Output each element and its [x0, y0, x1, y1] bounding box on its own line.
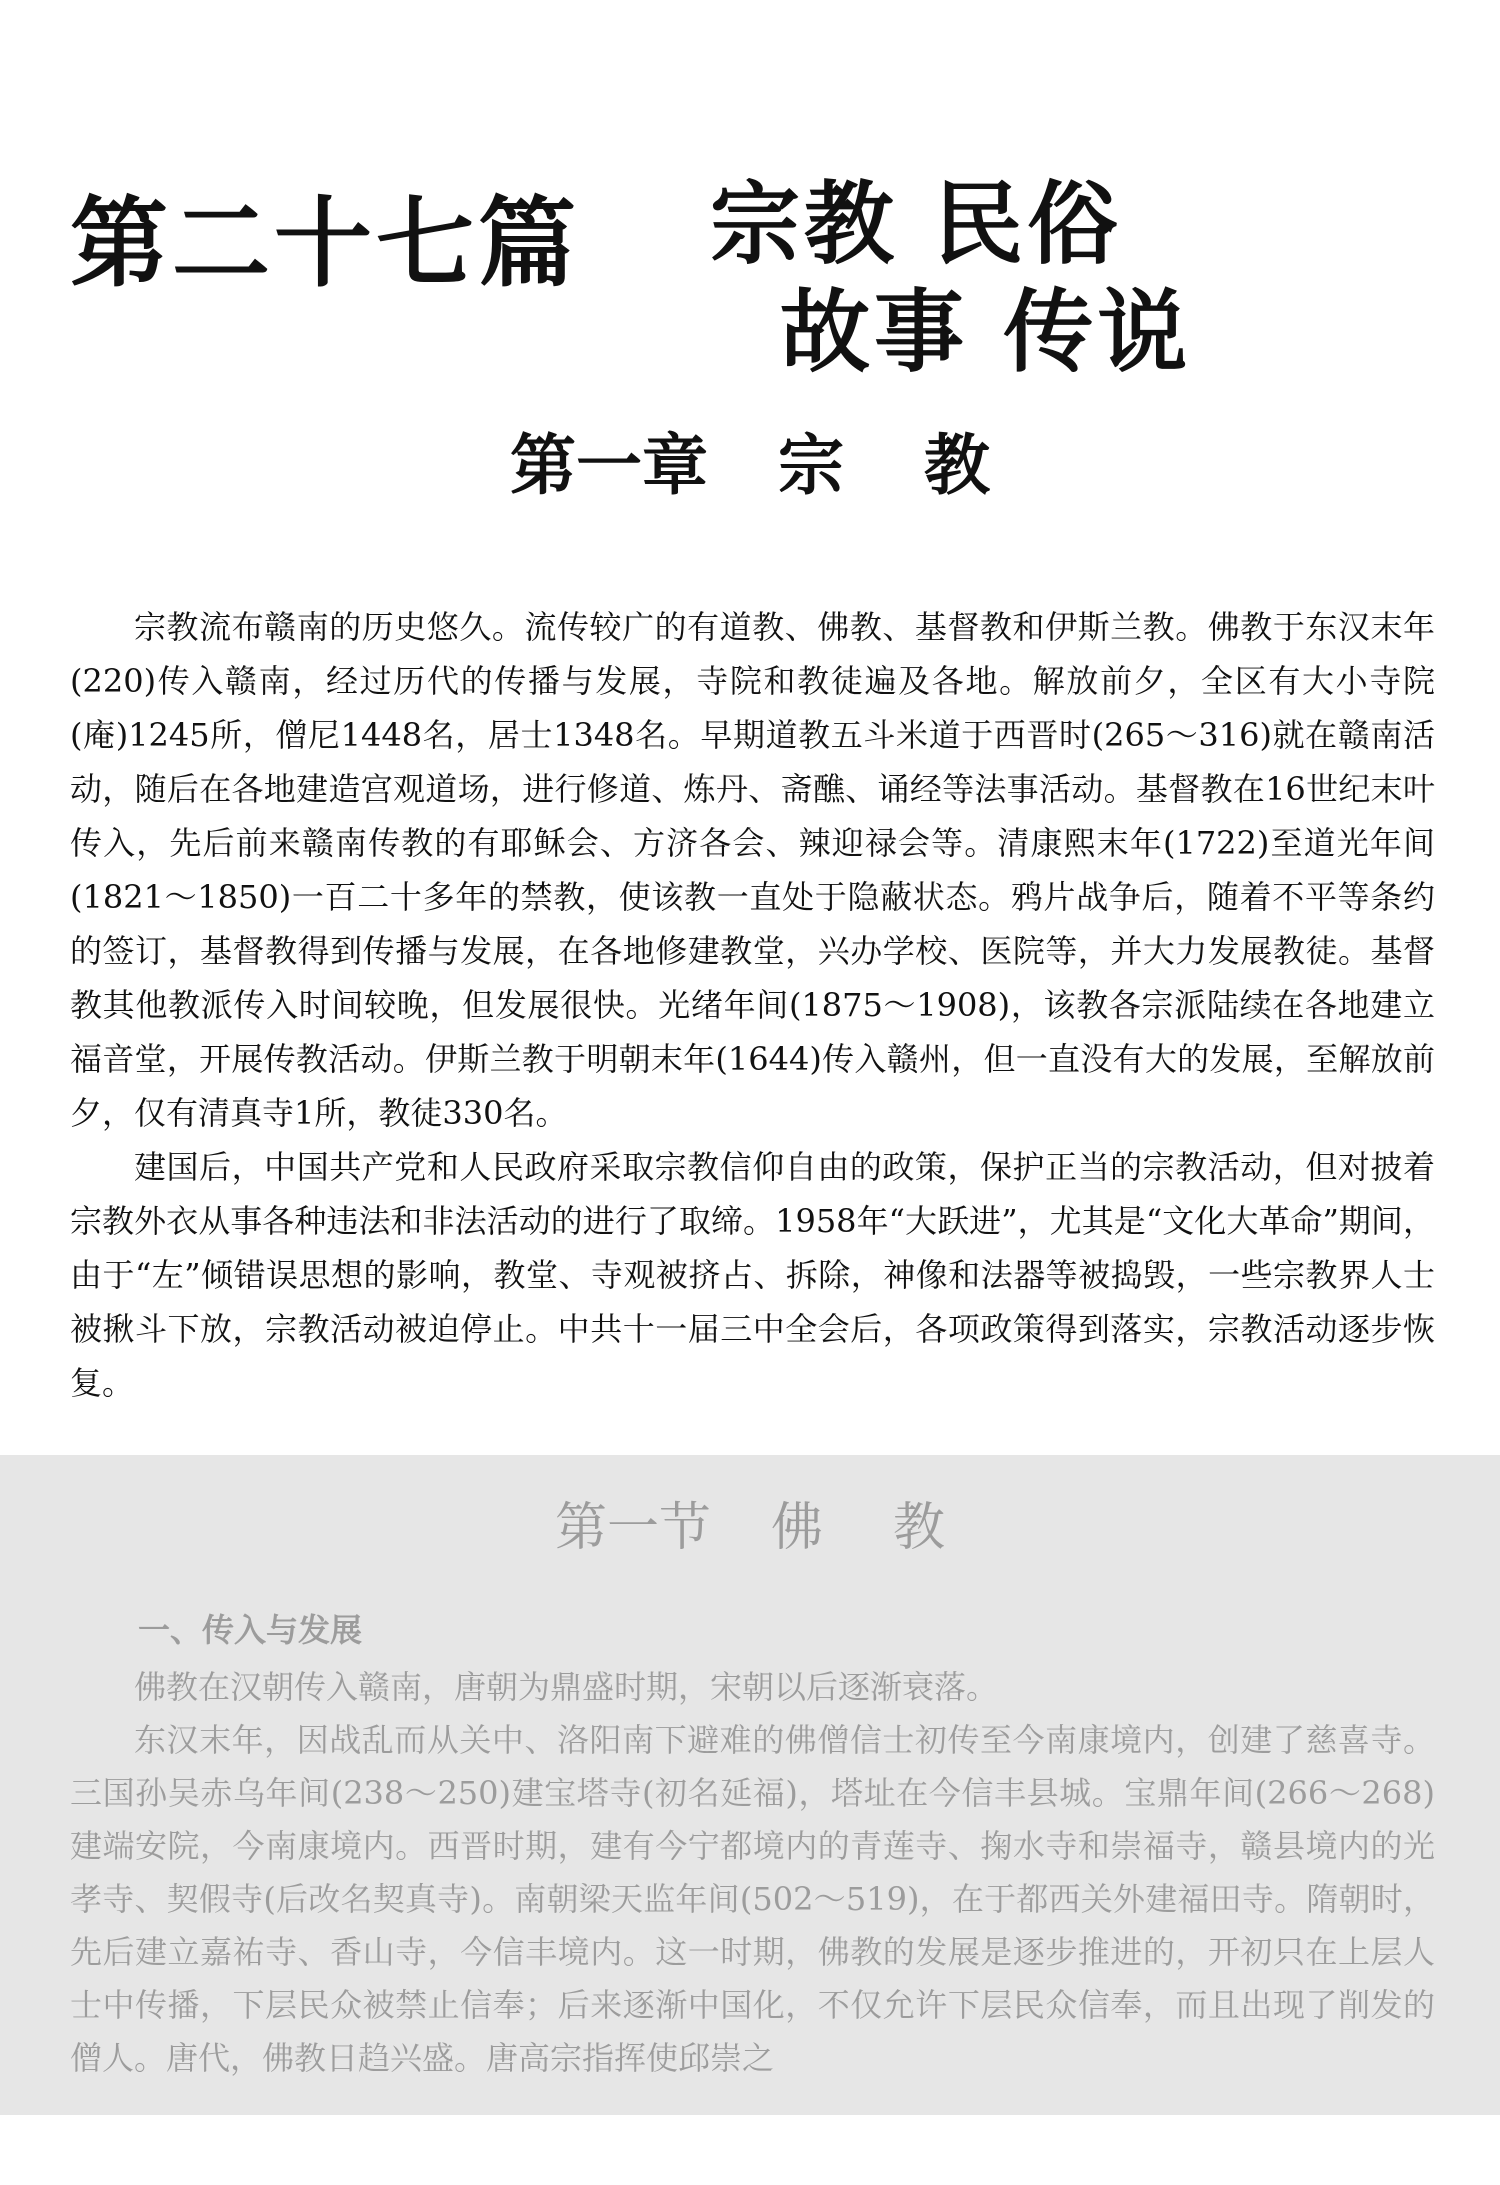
chapter-word-1: 宗 [778, 426, 844, 504]
part-number: 第二十七篇 [70, 186, 581, 301]
section-paragraph: 东汉末年，因战乱而从关中、洛阳南下避难的佛僧信士初传至今南康境内，创建了慈喜寺。三国孙吴赤乌年间(238～250)建宝塔寺(初名延福)，塔址在今信丰县城。宝鼎年间(266～268)建端安院，今南康境内。西晋时期，建有今宁都境内的青莲寺、掬水寺和崇福寺，赣县境内的光孝寺、契假寺(后改名契真寺)。南朝梁天监年间(502～519)，在于都西关外建福田寺。隋朝时，先后建立嘉祐寺、香山寺，今信丰境内。这一时期，佛教的发展是逐步推进的，开初只在上层人士中传播，下层民众被禁止信奉；后来逐渐中国化，不仅允许下层民众信奉，而且出现了削发的僧人。唐代，佛教日趋兴盛。唐高宗指挥使邱崇之 [70, 1721, 1435, 2077]
section-paragraph: 佛教在汉朝传入赣南，唐朝为鼎盛时期，宋朝以后逐渐衰落。 [134, 1668, 999, 1706]
part-title-line2: 故事 传说 [780, 279, 1192, 385]
section-label: 第一节 [554, 1498, 711, 1558]
body-paragraph: 建国后，中国共产党和人民政府采取宗教信仰自由的政策，保护正当的宗教活动，但对披着宗教外衣从事各种违法和非法活动的进行了取缔。1958年“大跃进”，尤其是“文化大革命”期间，由于“左”倾错误思想的影响，教堂、寺观被挤占、拆除，神像和法器等被捣毁，一些宗教界人士被揪斗下放，宗教活动被迫停止。中共十一届三中全会后，各项政策得到落实，宗教活动逐步恢复。 [70, 1148, 1435, 1402]
subsection-heading: 一、传入与发展 [138, 1611, 363, 1649]
section-word-1: 佛 [770, 1498, 823, 1558]
section-word-2: 教 [893, 1498, 946, 1558]
part-title-line1: 宗教 民俗 [710, 171, 1122, 277]
chapter-title [0, 426, 1500, 504]
chapter-label: 第一章 [510, 426, 708, 504]
body-paragraph: 宗教流布赣南的历史悠久。流传较广的有道教、佛教、基督教和伊斯兰教。佛教于东汉末年(220)传入赣南，经过历代的传播与发展，寺院和教徒遍及各地。解放前夕，全区有大小寺院(庵)1245所，僧尼1448名，居士1348名。早期道教五斗米道于西晋时(265～316)就在赣南活动，随后在各地建造宫观道场，进行修道、炼丹、斋醮、诵经等法事活动。基督教在16世纪末叶传入，先后前来赣南传教的有耶稣会、方济各会、辣迎禄会等。清康熙末年(1722)至道光年间(1821～1850)一百二十多年的禁教，使该教一直处于隐蔽状态。鸦片战争后，随着不平等条约的签订，基督教得到传播与发展，在各地修建教堂，兴办学校、医院等，并大力发展教徒。基督教其他教派传入时间较晚，但发展很快。光绪年间(1875～1908)，该教各宗派陆续在各地建立福音堂，开展传教活动。伊斯兰教于明朝末年(1644)传入赣州，但一直没有大的发展，至解放前夕，仅有清真寺1所，教徒330名。 [70, 608, 1435, 1132]
section-body [70, 1661, 1435, 2085]
chapter-word-2: 教 [924, 426, 990, 504]
section-title [0, 1485, 1500, 1560]
section-preview [0, 1455, 1500, 2115]
part-title [710, 170, 1191, 386]
chapter-body [70, 600, 1435, 1410]
